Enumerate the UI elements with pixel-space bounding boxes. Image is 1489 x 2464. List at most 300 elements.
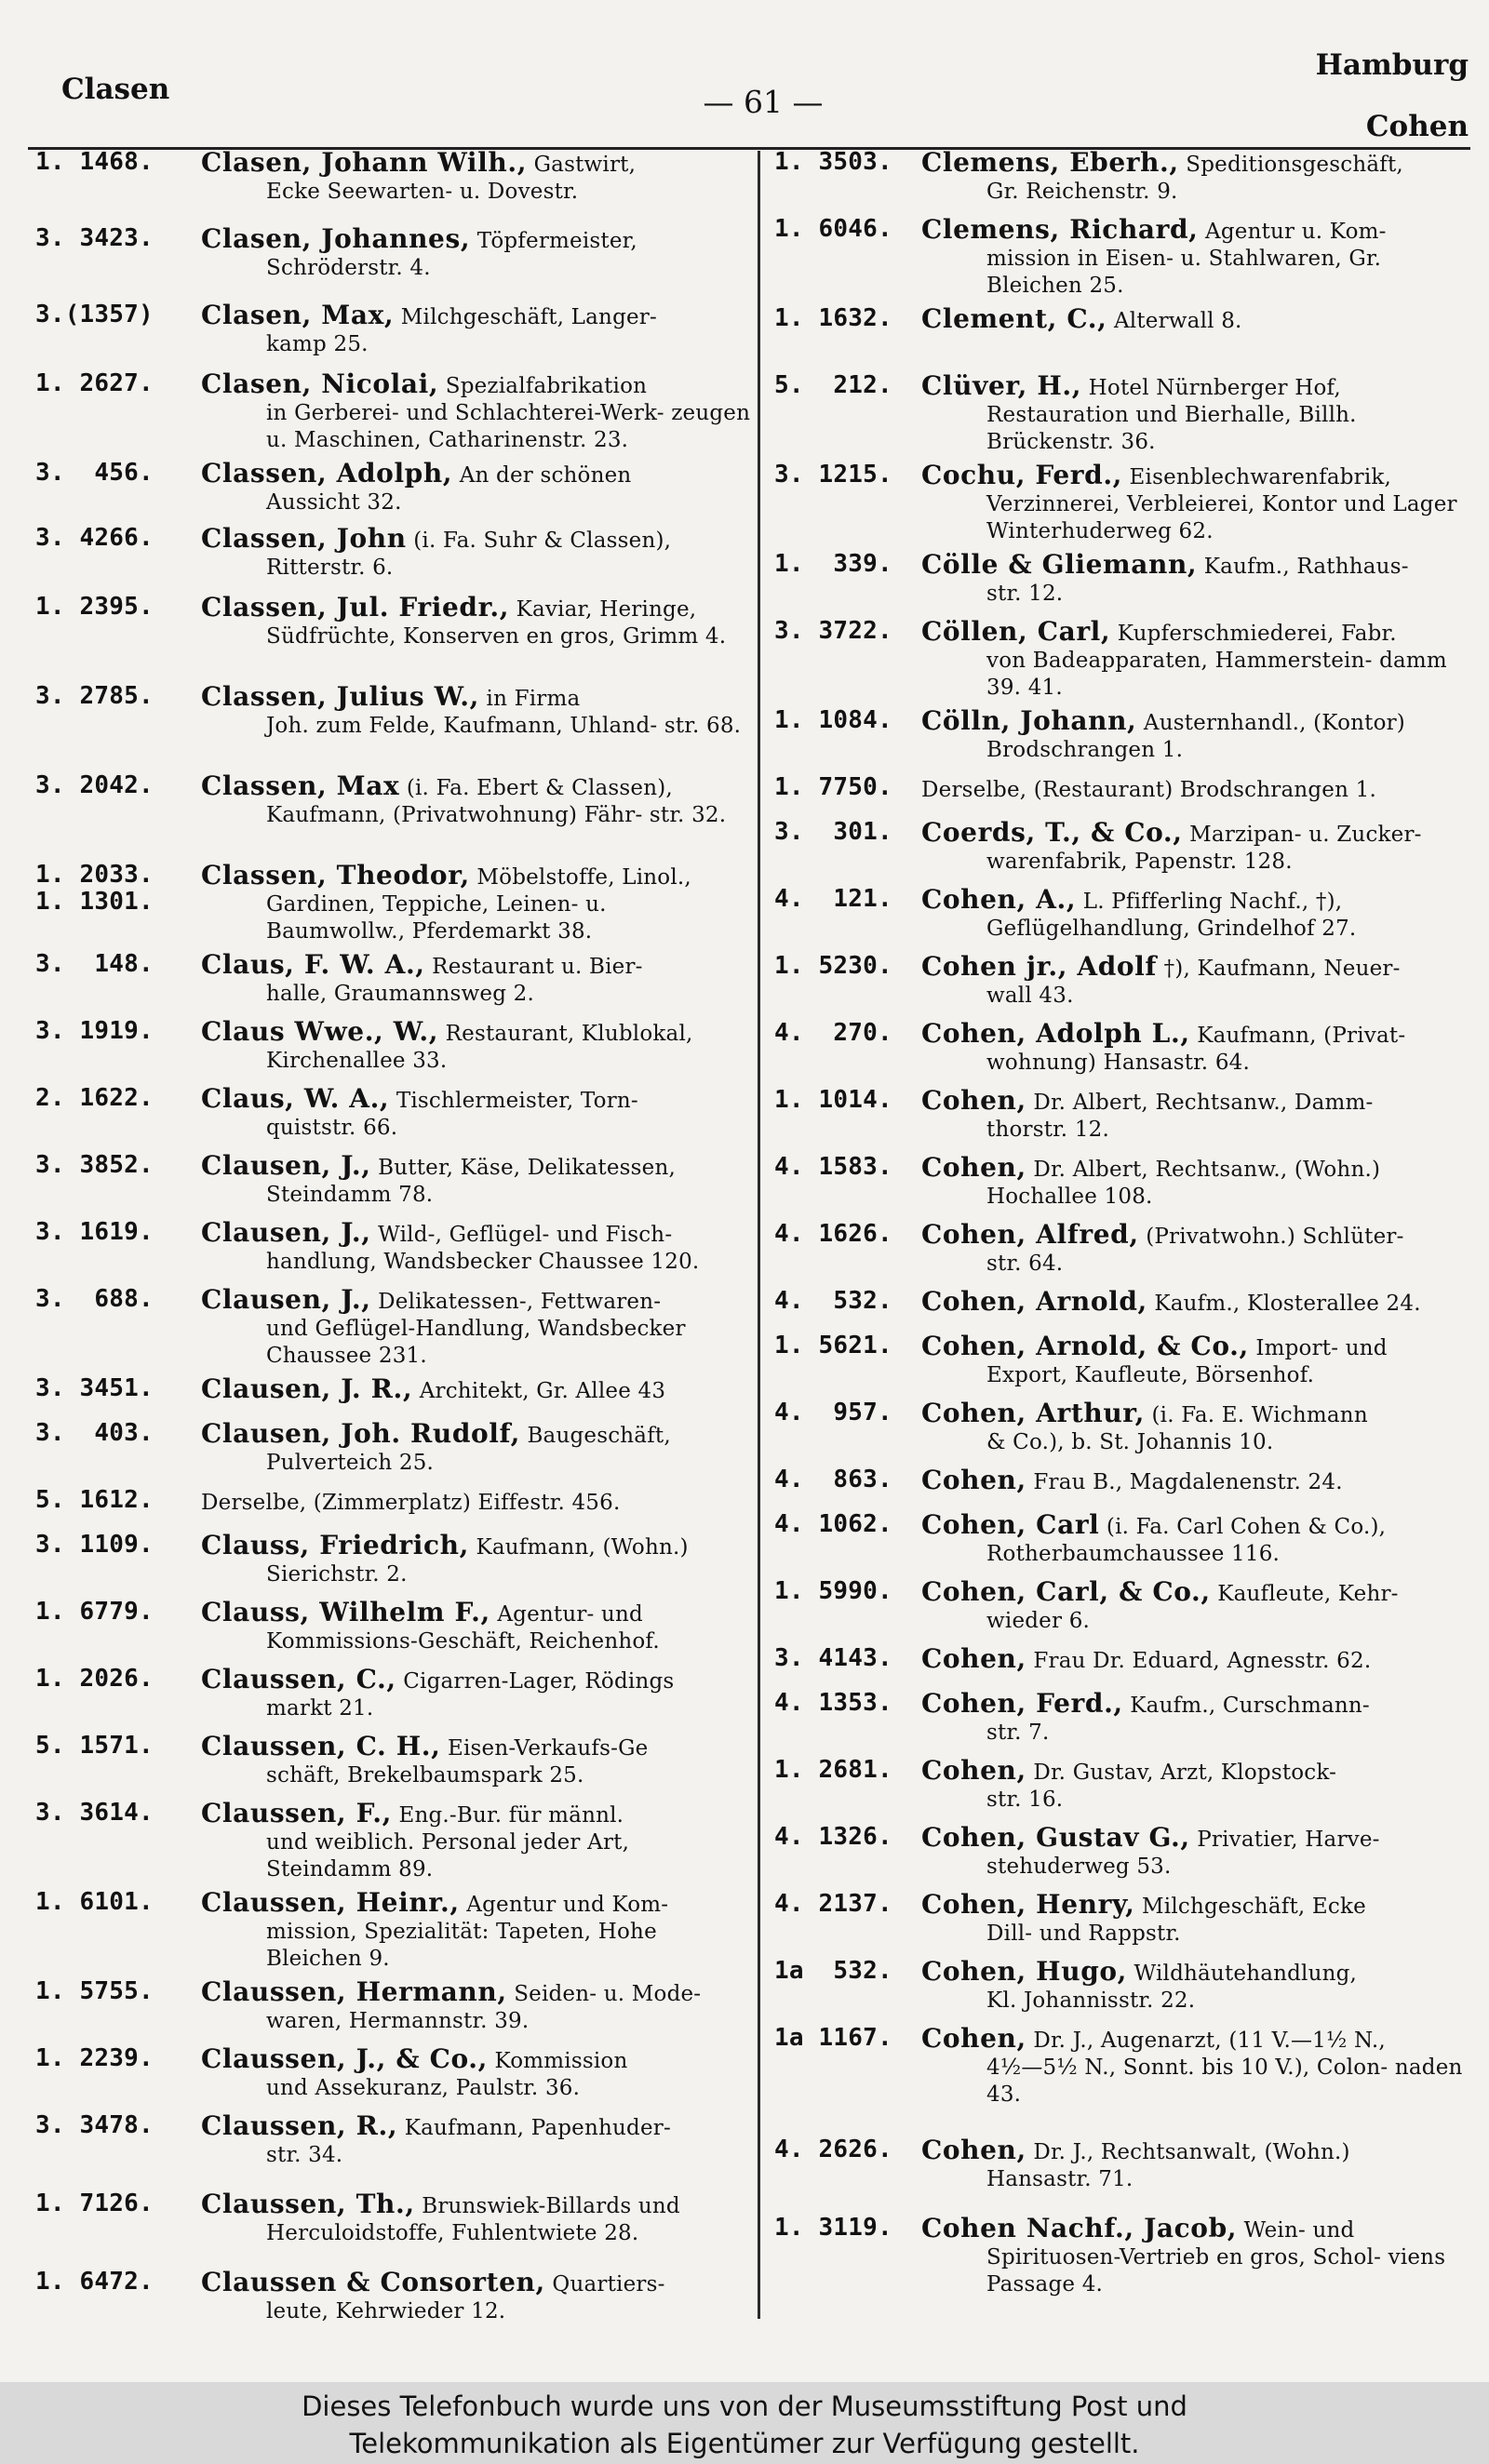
entry-text xyxy=(201,1216,752,1276)
directory-entry xyxy=(774,1578,1474,1635)
directory-entry xyxy=(35,222,752,282)
entry-description: Marzipan- u. Zucker- xyxy=(1189,823,1422,847)
entry-name: Clausen, J., xyxy=(201,1216,371,1248)
entry-name: Claussen, C., xyxy=(201,1663,396,1694)
entry-description: (i. Fa. Suhr & Classen), xyxy=(413,529,672,554)
directory-entry xyxy=(774,216,1474,300)
entry-description: Dr. J., Augenarzt, (11 V.—1½ N., xyxy=(1033,2029,1386,2053)
entry-description: Restaurant, Klublokal, xyxy=(445,1021,693,1046)
entry-continuation: Ecke Seewarten- u. Dovestr. xyxy=(266,180,579,204)
entry-description: Kaufleute, Kehr- xyxy=(1217,1582,1399,1606)
entry-description: Frau B., Magdalenenstr. 24. xyxy=(1033,1470,1343,1494)
entry-phone-number: 1a 1167. xyxy=(774,2024,892,2052)
entry-phone-number: 1. 7126. xyxy=(35,2189,154,2217)
entry-name: Clüver, H., xyxy=(921,370,1082,401)
directory-entry xyxy=(774,1087,1474,1144)
entry-phone-number: 5. 212. xyxy=(774,371,892,399)
entry-description: Brunswiek-Billards und xyxy=(422,2193,680,2218)
entry-phone-number: 1. 6046. xyxy=(774,215,892,243)
entry-text xyxy=(201,1375,752,1405)
entry-phone-number: 3.(1357) xyxy=(35,301,154,329)
directory-entry xyxy=(35,1417,752,1477)
entry-phone-number: 3. 1919. xyxy=(35,1016,154,1045)
entry-continuation: Steindamm 78. xyxy=(266,1182,434,1207)
entry-description: Hotel Nürnberger Hof, xyxy=(1088,376,1341,400)
entry-continuation: Export, Kaufleute, Börsenhof. xyxy=(986,1363,1315,1387)
entry-phone-number: 3. 3423. xyxy=(35,223,154,252)
entry-description: Baugeschäft, xyxy=(527,1423,671,1448)
entry-description: Milchgeschäft, Ecke xyxy=(1142,1895,1366,1919)
directory-entry xyxy=(35,1082,752,1142)
entry-text xyxy=(201,1663,752,1722)
entry-text xyxy=(921,1087,1474,1144)
entry-phone-number: 3. 301. xyxy=(774,818,892,846)
entry-phone-number: 1a 532. xyxy=(774,1957,892,1985)
entry-phone-number: 1. 2026. xyxy=(35,1664,154,1693)
entry-phone-number: 1. 5755. xyxy=(35,1976,154,2005)
entry-name: Cohen, Ferd., xyxy=(921,1688,1123,1719)
entry-description: Restaurant u. Bier- xyxy=(432,954,643,979)
entry-name: Cohen, A., xyxy=(921,884,1077,915)
entry-text xyxy=(201,948,752,1008)
entry-name: Cohen, xyxy=(921,1085,1026,1116)
directory-entry xyxy=(774,1757,1474,1814)
entry-phone-number: 4. 532. xyxy=(774,1287,892,1315)
entry-name: Claussen, R., xyxy=(201,2109,398,2141)
footer-line-1: Dieses Telefonbuch wurde uns von der Museumsstiftung Post und xyxy=(302,2390,1187,2422)
entry-name: Claussen, Th., xyxy=(201,2188,415,2219)
entry-continuation: markt 21. xyxy=(266,1695,374,1721)
entry-name: Cölln, Johann, xyxy=(921,705,1137,736)
entry-description: Gastwirt, xyxy=(533,153,637,177)
entry-text xyxy=(921,216,1474,300)
directory-entry xyxy=(35,680,752,740)
directory-entry xyxy=(35,457,752,516)
entry-phone-number: 3. 3451. xyxy=(35,1373,154,1402)
entry-description: Agentur u. Kom- xyxy=(1205,220,1387,244)
entry-text xyxy=(921,1399,1474,1456)
entry-phone-number: 4. 1626. xyxy=(774,1220,892,1248)
entry-name: Cohen, xyxy=(921,2023,1026,2054)
entry-name: Cöllen, Carl, xyxy=(921,616,1111,647)
entry-phone-number: 3. 403. xyxy=(35,1418,154,1447)
entry-name: Claussen & Consorten, xyxy=(201,2266,545,2297)
entry-text xyxy=(921,1958,1474,2015)
entry-name: Clemens, Eberh., xyxy=(921,147,1179,178)
entry-name: Clasen, Max, xyxy=(201,300,395,331)
directory-entry xyxy=(35,948,752,1008)
entry-description: Wild-, Geflügel- und Fisch- xyxy=(378,1222,673,1247)
entry-text xyxy=(201,2266,752,2325)
directory-entry xyxy=(774,1221,1474,1278)
directory-entry xyxy=(35,2266,752,2325)
entry-continuation: 4½—5½ N., Sonnt. bis 10 V.), Colon- naden 43. xyxy=(986,2056,1463,2107)
entry-phone-number: 3. 3614. xyxy=(35,1798,154,1827)
entry-continuation: Schröderstr. 4. xyxy=(266,255,431,280)
entry-name: Clement, C., xyxy=(921,303,1107,334)
entry-text xyxy=(201,301,752,358)
entry-phone-number: 1. 2395. xyxy=(35,592,154,621)
entry-phone-number: 1. 7750. xyxy=(774,773,892,801)
entry-text xyxy=(921,1824,1474,1881)
entry-text xyxy=(921,1757,1474,1814)
entry-continuation: mission, Spezialität: Tapeten, Hohe Bleichen 9. xyxy=(266,1919,657,1971)
entry-phone-number: 3. 2042. xyxy=(35,770,154,799)
entry-description: Dr. J., Rechtsanwalt, (Wohn.) xyxy=(1033,2140,1350,2164)
entry-phone-number: 4. 121. xyxy=(774,885,892,913)
entry-name: Claus Wwe., W., xyxy=(201,1015,439,1047)
entry-text xyxy=(201,525,752,582)
entry-continuation: stehuderweg 53. xyxy=(986,1855,1172,1879)
directory-entry xyxy=(35,1283,752,1370)
entry-name: Cohen, Alfred, xyxy=(921,1219,1139,1250)
entry-text xyxy=(921,1288,1474,1318)
entry-text xyxy=(201,2190,752,2247)
entry-name: Classen, Max xyxy=(201,770,400,801)
entry-text xyxy=(921,2136,1474,2193)
entry-description: Privatier, Harve- xyxy=(1197,1828,1380,1852)
directory-entry xyxy=(35,1149,752,1209)
directory-entry xyxy=(35,859,752,945)
entry-description: Kaufmann, (Privat- xyxy=(1197,1024,1406,1048)
entry-description: (i. Fa. E. Wichmann xyxy=(1151,1403,1368,1427)
entry-text xyxy=(921,1221,1474,1278)
entry-description: Spezialfabrikation xyxy=(445,373,648,398)
entry-text xyxy=(921,1578,1474,1635)
entry-text xyxy=(201,680,752,740)
entry-continuation: leute, Kehrwieder 12. xyxy=(266,2298,506,2323)
directory-entry xyxy=(774,1399,1474,1456)
directory-entry xyxy=(35,591,752,650)
entry-text xyxy=(201,591,752,650)
entry-name: Cohen, Gustav G., xyxy=(921,1822,1190,1853)
entry-continuation: wohnung) Hansastr. 64. xyxy=(986,1051,1251,1075)
entry-description: Agentur und Kom- xyxy=(466,1892,669,1917)
entry-continuation: Verzinnerei, Verbleierei, Kontor und Lager Winterhuderweg 62. xyxy=(986,492,1457,543)
entry-continuation: Aussicht 32. xyxy=(266,489,402,515)
directory-entry xyxy=(774,551,1474,608)
entry-text xyxy=(921,1154,1474,1211)
entry-continuation: wall 43. xyxy=(986,984,1074,1008)
entry-phone-number: 1. 1632. xyxy=(774,304,892,332)
entry-continuation: Hansastr. 71. xyxy=(986,2167,1134,2191)
entry-description: Cigarren-Lager, Rödings xyxy=(403,1668,675,1694)
entry-text xyxy=(201,1797,752,1883)
entry-description: Dr. Albert, Rechtsanw., Damm- xyxy=(1033,1091,1374,1115)
entry-description: Möbelstoffe, Linol., xyxy=(476,864,691,890)
entry-description: Kupferschmiederei, Fabr. xyxy=(1117,622,1397,646)
entry-text xyxy=(921,1511,1474,1568)
directory-entry xyxy=(35,1375,752,1405)
entry-phone-number: 1. 2681. xyxy=(774,1756,892,1784)
entry-text xyxy=(201,149,752,206)
entry-description: Derselbe, (Zimmerplatz) Eiffestr. 456. xyxy=(201,1490,621,1515)
entry-phone-number: 3. 4266. xyxy=(35,524,154,553)
entry-name: Cohen, Hugo, xyxy=(921,1956,1128,1987)
entry-phone-number: 4. 2137. xyxy=(774,1890,892,1918)
entry-phone-number: 1. 6101. xyxy=(35,1887,154,1916)
entry-text xyxy=(201,1730,752,1789)
entry-name: Cohen, xyxy=(921,2135,1026,2165)
directory-entry xyxy=(35,370,752,454)
directory-entry xyxy=(35,1797,752,1883)
directory-entry xyxy=(774,1466,1474,1496)
entry-text xyxy=(921,462,1474,545)
entry-text xyxy=(201,2042,752,2102)
entry-text xyxy=(201,772,752,829)
entry-description: Quartiers- xyxy=(552,2271,665,2297)
entry-name: Claussen, Hermann, xyxy=(201,1975,507,2007)
entry-continuation: str. 64. xyxy=(986,1252,1064,1276)
entry-phone-number: 4. 957. xyxy=(774,1399,892,1426)
entry-description: Seiden- u. Mode- xyxy=(514,1981,702,2006)
entry-text xyxy=(201,1015,752,1075)
directory-entry xyxy=(774,774,1474,804)
entry-phone-number: 1. 2239. xyxy=(35,2043,154,2072)
entry-continuation: Südfrüchte, Konserven en gros, Grimm 4. xyxy=(266,623,727,649)
entry-text xyxy=(921,618,1474,702)
directory-entry xyxy=(774,1891,1474,1948)
entry-description: Austernhandl., (Kontor) xyxy=(1143,711,1405,735)
entry-phone-number: 3. 3852. xyxy=(35,1150,154,1179)
entry-phone-number: 4. 1062. xyxy=(774,1510,892,1538)
entry-continuation: str. 12. xyxy=(986,582,1064,606)
entry-description: Delikatessen-, Fettwaren- xyxy=(378,1289,662,1314)
entry-name: Claussen, Heinr., xyxy=(201,1886,460,1918)
entry-continuation: Restauration und Bierhalle, Billh. Brückenstr. 36. xyxy=(986,403,1357,454)
entry-continuation: kamp 25. xyxy=(266,332,369,357)
entry-phone-number: 3. 3478. xyxy=(35,2110,154,2139)
entry-continuation: warenfabrik, Papenstr. 128. xyxy=(986,850,1293,874)
entry-phone-number: 4. 1353. xyxy=(774,1689,892,1717)
directory-entry xyxy=(35,1529,752,1588)
entry-name: Clausen, J. R., xyxy=(201,1373,413,1404)
entry-continuation: Joh. zum Felde, Kaufmann, Uhland- str. 68. xyxy=(266,713,742,738)
directory-entry xyxy=(35,2042,752,2102)
entry-phone-number: 3. 1619. xyxy=(35,1217,154,1246)
entry-phone-number: 1. 2033. 1. 1301. xyxy=(35,860,154,916)
entry-description: Eisenblechwarenfabrik, xyxy=(1129,465,1392,489)
directory-entry xyxy=(774,707,1474,764)
entry-continuation: Gr. Reichenstr. 9. xyxy=(986,180,1178,204)
entry-text xyxy=(201,457,752,516)
entry-description: Milchgeschäft, Langer- xyxy=(400,305,657,330)
entry-text xyxy=(201,1149,752,1209)
entry-name: Cohen Nachf., Jacob, xyxy=(921,2213,1238,2243)
entry-continuation: Spirituosen-Vertrieb en gros, Schol- viens Passage 4. xyxy=(986,2245,1446,2297)
footer-notice xyxy=(0,2382,1489,2464)
entry-description: Butter, Käse, Delikatessen, xyxy=(378,1155,676,1180)
entry-continuation: thorstr. 12. xyxy=(986,1118,1110,1142)
entry-text xyxy=(201,1417,752,1477)
directory-entry xyxy=(774,1020,1474,1077)
entry-text xyxy=(921,953,1474,1010)
entry-phone-number: 1. 5990. xyxy=(774,1577,892,1605)
entry-name: Classen, Julius W., xyxy=(201,680,479,712)
header-city: Hamburg xyxy=(1315,48,1469,82)
entry-continuation: in Gerberei- und Schlachterei-Werk- zeugen u. Maschinen, Catharinenstr. 23. xyxy=(266,400,751,452)
directory-entry xyxy=(774,1824,1474,1881)
entry-name: Clausen, Joh. Rudolf, xyxy=(201,1417,520,1449)
entry-name: Clasen, Johannes, xyxy=(201,222,471,254)
entry-text xyxy=(921,1332,1474,1389)
entry-text xyxy=(921,707,1474,764)
entry-continuation: Pulverteich 25. xyxy=(266,1450,435,1475)
entry-phone-number: 1. 2627. xyxy=(35,368,154,397)
directory-entry xyxy=(774,1690,1474,1747)
entry-name: Cohen, Adolph L., xyxy=(921,1018,1190,1049)
entry-text xyxy=(921,305,1474,335)
entry-description: Kaufmann, Papenhuder- xyxy=(404,2115,671,2140)
entry-description: (i. Fa. Ebert & Classen), xyxy=(406,775,673,800)
entry-name: Cohen, Arthur, xyxy=(921,1398,1145,1428)
entry-name: Cohen, xyxy=(921,1152,1026,1183)
directory-entry xyxy=(774,2025,1474,2109)
entry-continuation: mission in Eisen- u. Stahlwaren, Gr. Bleichen 25. xyxy=(986,247,1382,298)
entry-name: Cohen, Arnold, & Co., xyxy=(921,1331,1249,1361)
entry-continuation: Ritterstr. 6. xyxy=(266,556,394,581)
entry-continuation: Herculoidstoffe, Fuhlentwiete 28. xyxy=(266,2220,639,2245)
entry-phone-number: 1. 1014. xyxy=(774,1086,892,1114)
entry-text xyxy=(201,1886,752,1973)
entry-description: (Privatwohn.) Schlüter- xyxy=(1146,1225,1404,1249)
entry-phone-number: 1. 5230. xyxy=(774,952,892,980)
entry-text xyxy=(921,551,1474,608)
entry-continuation: halle, Graumannsweg 2. xyxy=(266,981,534,1006)
entry-name: Cohen, xyxy=(921,1465,1026,1495)
entry-description: Kaufm., Klosterallee 24. xyxy=(1154,1292,1421,1316)
entry-phone-number: 3. 1215. xyxy=(774,461,892,489)
entry-name: Clausen, J., xyxy=(201,1149,371,1181)
entry-text xyxy=(921,149,1474,206)
entry-text xyxy=(921,372,1474,456)
directory-entry xyxy=(35,301,752,358)
entry-name: Classen, Adolph, xyxy=(201,457,453,489)
directory-entry xyxy=(774,1958,1474,2015)
entry-continuation: Kl. Johannisstr. 22. xyxy=(986,1989,1196,2013)
entry-continuation: Rotherbaumchaussee 116. xyxy=(986,1542,1281,1566)
entry-name: Clauss, Wilhelm F., xyxy=(201,1596,490,1627)
entry-continuation: str. 16. xyxy=(986,1788,1064,1812)
entry-continuation: Sierichstr. 2. xyxy=(266,1561,408,1587)
directory-entry xyxy=(35,1216,752,1276)
entry-phone-number: 4. 1326. xyxy=(774,1823,892,1851)
entry-continuation: & Co.), b. St. Johannis 10. xyxy=(986,1430,1274,1454)
entry-phone-number: 1. 6472. xyxy=(35,2267,154,2296)
entry-phone-number: 4. 270. xyxy=(774,1019,892,1047)
header-right-name: Cohen xyxy=(1365,110,1469,143)
directory-entry xyxy=(774,149,1474,206)
entry-name: Classen, John xyxy=(201,523,407,555)
directory-entry xyxy=(35,2109,752,2169)
directory-entry xyxy=(774,1511,1474,1568)
entry-description: (i. Fa. Carl Cohen & Co.), xyxy=(1106,1515,1387,1539)
entry-phone-number: 5. 1612. xyxy=(35,1485,154,1514)
directory-entry xyxy=(774,886,1474,943)
entry-continuation: str. 7. xyxy=(986,1721,1050,1745)
entry-name: Cohen, Arnold, xyxy=(921,1286,1147,1317)
entry-phone-number: 3. 2785. xyxy=(35,681,154,710)
entry-name: Clemens, Richard, xyxy=(921,214,1199,245)
entry-description: Eng.-Bur. für männl. xyxy=(398,1802,624,1828)
entry-description: Kaufm., Curschmann- xyxy=(1130,1694,1370,1718)
entry-name: Cochu, Ferd., xyxy=(921,460,1123,490)
entry-phone-number: 3. 3722. xyxy=(774,617,892,645)
entry-text xyxy=(201,1283,752,1370)
directory-entry xyxy=(774,2136,1474,2193)
entry-phone-number: 4. 863. xyxy=(774,1466,892,1493)
entry-text xyxy=(201,2109,752,2169)
entry-name: Cohen, Henry, xyxy=(921,1889,1135,1920)
entry-phone-number: 3. 1109. xyxy=(35,1530,154,1559)
entry-continuation: und Geflügel-Handlung, Wandsbecker Chaussee 231. xyxy=(266,1316,686,1368)
entry-phone-number: 1. 5621. xyxy=(774,1332,892,1359)
entry-continuation: und Assekuranz, Paulstr. 36. xyxy=(266,2075,581,2100)
entry-text xyxy=(921,1645,1474,1675)
entry-name: Classen, Jul. Friedr., xyxy=(201,591,510,623)
entry-continuation: quiststr. 66. xyxy=(266,1115,398,1140)
entry-text xyxy=(921,1466,1474,1496)
entry-description: Speditionsgeschäft, xyxy=(1186,153,1403,177)
entry-name: Cohen, xyxy=(921,1643,1026,1674)
entry-text xyxy=(201,1975,752,2035)
entry-name: Clasen, Nicolai, xyxy=(201,368,439,399)
directory-entry xyxy=(35,1015,752,1075)
entry-name: Claus, F. W. A., xyxy=(201,948,425,980)
entry-description: Wildhäutehandlung, xyxy=(1134,1962,1358,1986)
directory-entry xyxy=(774,819,1474,876)
entry-continuation: schäft, Brekelbaumspark 25. xyxy=(266,1762,584,1788)
directory-entry xyxy=(774,372,1474,456)
entry-description: Kommission xyxy=(494,2048,628,2073)
directory-entry xyxy=(774,2215,1474,2298)
entry-phone-number: 1. 1084. xyxy=(774,706,892,734)
entry-continuation: von Badeapparaten, Hammerstein- damm 39. 41. xyxy=(986,649,1447,700)
entry-text xyxy=(921,819,1474,876)
directory-entry xyxy=(35,2190,752,2247)
header-left-name: Clasen xyxy=(61,73,170,106)
entry-text xyxy=(921,2215,1474,2298)
entry-phone-number: 2. 1622. xyxy=(35,1083,154,1112)
entry-phone-number: 4. 1583. xyxy=(774,1153,892,1181)
entry-text xyxy=(921,886,1474,943)
entry-name: Clauss, Friedrich, xyxy=(201,1529,469,1560)
entry-phone-number: 5. 1571. xyxy=(35,1731,154,1760)
entry-text xyxy=(201,1082,752,1142)
entry-phone-number: 1. 1468. xyxy=(35,148,154,176)
entry-description: Kaviar, Heringe, xyxy=(516,596,697,622)
directory-entry xyxy=(35,525,752,582)
entry-name: Cohen jr., Adolf xyxy=(921,951,1158,982)
directory-entry xyxy=(774,305,1474,335)
entry-description: Agentur- und xyxy=(497,1601,643,1627)
entry-continuation: Gardinen, Teppiche, Leinen- u. Baumwollw., Pferdemarkt 38. xyxy=(266,891,607,944)
entry-description: An der schönen xyxy=(459,462,632,488)
directory-entry xyxy=(35,1487,752,1517)
entry-phone-number: 3. 4143. xyxy=(774,1644,892,1672)
entry-continuation: wieder 6. xyxy=(986,1609,1091,1633)
entry-continuation: Kommissions-Geschäft, Reichenhof. xyxy=(266,1628,660,1654)
entry-description: Tischlermeister, Torn- xyxy=(396,1088,638,1113)
entry-phone-number: 1. 339. xyxy=(774,550,892,578)
entry-description: Import- und xyxy=(1255,1336,1388,1360)
directory-entry xyxy=(774,1288,1474,1318)
directory-entry xyxy=(774,1645,1474,1675)
entry-name: Claussen, F., xyxy=(201,1797,392,1828)
entry-text xyxy=(201,859,752,945)
entry-name: Cohen, xyxy=(921,1755,1026,1786)
directory-entry xyxy=(774,953,1474,1010)
